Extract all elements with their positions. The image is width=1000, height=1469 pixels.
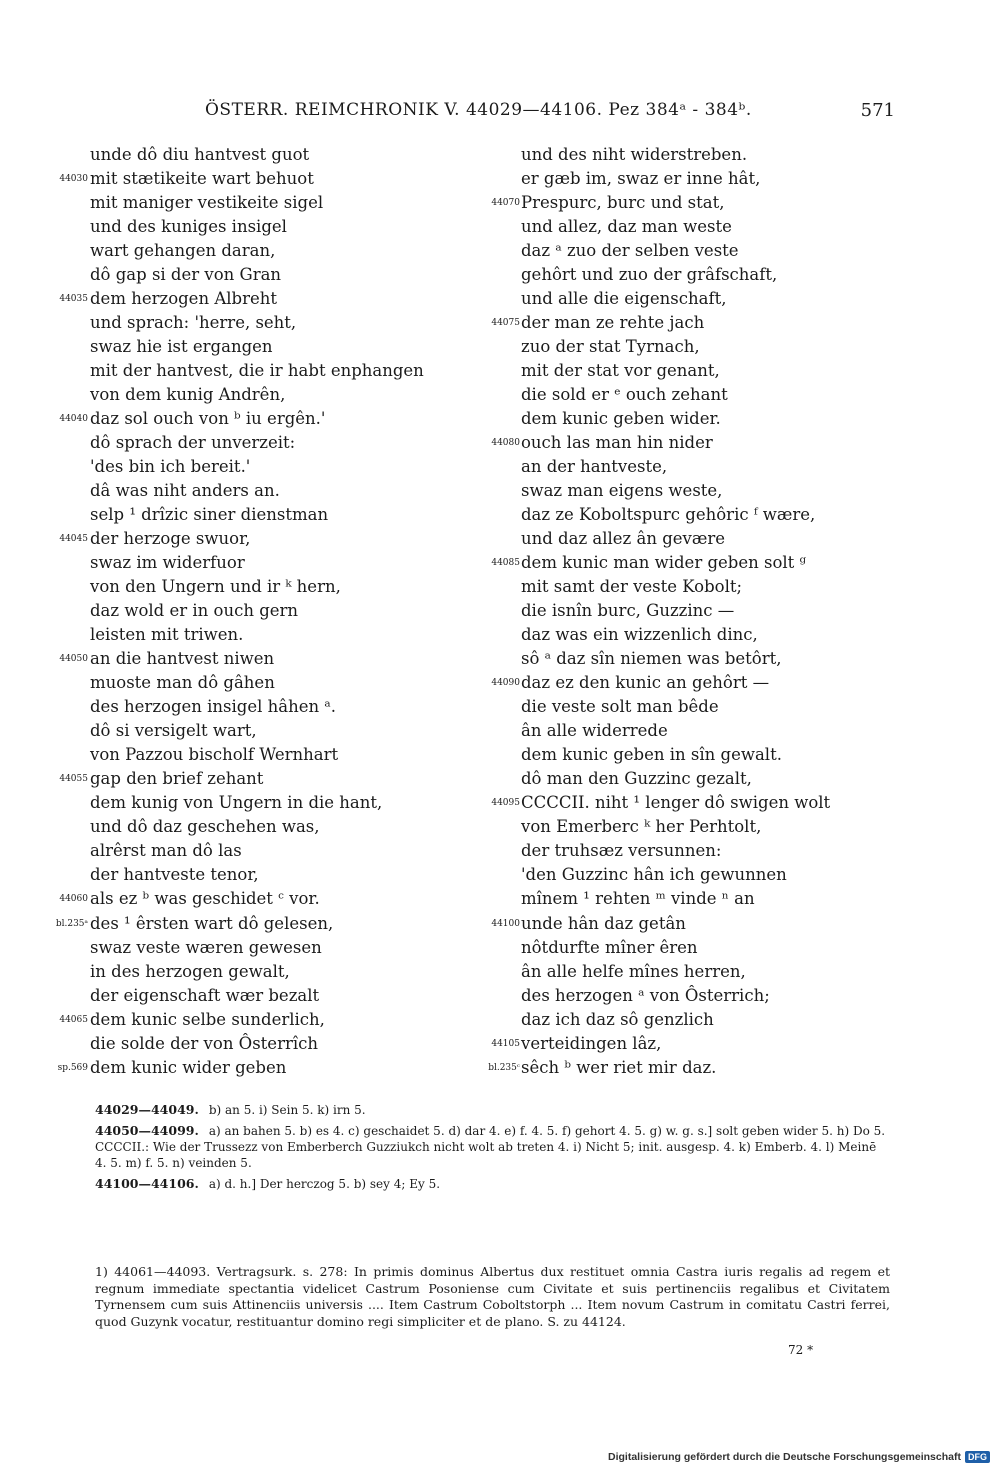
verse-text: daz ez den kunic an gehôrt — bbox=[521, 673, 770, 693]
right-verse-column bbox=[480, 143, 860, 1080]
verse-text: verteidingen lâz, bbox=[521, 1033, 662, 1053]
verse-text: unde dô diu hantvest guot bbox=[90, 145, 310, 164]
verse-line bbox=[480, 239, 860, 263]
apparatus-text: a) an bahen 5. b) es 4. c) geschaidet 5. d) dar 4. e) f. 4. 5. f) gehort 4. 5. g) w. g. s.] solt geben wider 5. h) Do 5. CCCCII.: Wie der Trussezz von Emberberch Guzziukch nicht wolt ab treten 4. i) Nicht 5; init. ausgesp. 4. k) Emberb. 4. l) Meinē 4. 5. m) f. 5. n) veinden 5. bbox=[95, 1124, 886, 1170]
verse-text: mit der stat vor genant, bbox=[521, 361, 720, 381]
verse-text: dô si versigelt wart, bbox=[90, 721, 257, 741]
verse-text: daz ᵃ zuo der selben veste bbox=[521, 241, 739, 261]
verse-text: Prespurc, burc und stat, bbox=[521, 193, 725, 213]
verse-line bbox=[480, 551, 860, 575]
verse-line bbox=[480, 503, 860, 527]
verse-text: an die hantvest niwen bbox=[90, 649, 275, 669]
line-number: 44095 bbox=[491, 798, 520, 809]
apparatus-text: a) d. h.] Der herczog 5. b) sey 4; Ey 5. bbox=[208, 1177, 441, 1191]
verse-text: die solde der von Ôsterrîch bbox=[90, 1033, 318, 1053]
verse-text: CCCCII. niht ¹ lenger dô swigen wolt bbox=[521, 793, 831, 813]
verse-line bbox=[30, 767, 470, 791]
verse-line bbox=[480, 575, 860, 599]
verse-line bbox=[480, 527, 860, 551]
line-number: sp.569 bbox=[57, 1062, 88, 1073]
verse-line bbox=[30, 143, 470, 167]
verse-line bbox=[30, 623, 470, 647]
verse-text: ouch las man hin nider bbox=[521, 433, 713, 453]
dfg-funding-text: Digitalisierung gefördert durch die Deutsche Forschungsgemeinschaft bbox=[608, 1451, 961, 1463]
apparatus-range: 44029—44049. bbox=[95, 1102, 199, 1117]
dfg-logo: DFG bbox=[965, 1451, 990, 1463]
verse-line bbox=[480, 743, 860, 767]
verse-line bbox=[30, 695, 470, 719]
verse-line bbox=[30, 671, 470, 695]
verse-text: dem kunig von Ungern in die hant, bbox=[90, 793, 383, 813]
verse-line bbox=[480, 1008, 860, 1032]
apparatus-range: 44100—44106. bbox=[95, 1176, 199, 1191]
verse-text: daz ze Koboltspurc gehôric ᶠ wære, bbox=[521, 505, 816, 525]
verse-line bbox=[480, 912, 860, 936]
verse-line bbox=[480, 455, 860, 479]
verse-text: nôtdurfte mîner êren bbox=[521, 937, 698, 957]
verse-line bbox=[30, 239, 470, 263]
verse-text: von Emerberc ᵏ her Perhtolt, bbox=[521, 817, 762, 837]
line-number: 44035 bbox=[59, 294, 88, 305]
verse-line bbox=[30, 887, 470, 911]
verse-line bbox=[480, 984, 860, 1008]
verse-line bbox=[480, 263, 860, 287]
verse-text: dô gap si der von Gran bbox=[90, 265, 282, 285]
verse-line bbox=[480, 839, 860, 863]
verse-text: dem kunic geben in sîn gewalt. bbox=[521, 745, 782, 765]
verse-text: des herzogen ᵃ von Ôsterrich; bbox=[521, 985, 770, 1005]
verse-text: leisten mit triwen. bbox=[90, 625, 244, 645]
verse-text: und daz allez ân gevære bbox=[521, 529, 726, 549]
verse-text: als ez ᵇ was geschidet ᶜ vor. bbox=[90, 889, 320, 909]
verse-line bbox=[480, 671, 860, 695]
verse-text: des herzogen insigel hâhen ᵃ. bbox=[90, 697, 336, 717]
verse-text: der hantveste tenor, bbox=[90, 865, 259, 885]
verse-line bbox=[30, 167, 470, 191]
apparatus-entry bbox=[95, 1102, 890, 1118]
verse-text: sêch ᵇ wer riet mir daz. bbox=[521, 1057, 717, 1077]
verse-text: dô sprach der unverzeit: bbox=[90, 433, 296, 453]
signature-mark: 72 * bbox=[788, 1343, 814, 1357]
verse-line bbox=[480, 215, 860, 239]
verse-line bbox=[480, 287, 860, 311]
verse-text: muoste man dô gâhen bbox=[90, 673, 275, 693]
verse-text: dem kunic selbe sunderlich, bbox=[90, 1009, 325, 1029]
verse-text: mit stætikeite wart behuot bbox=[90, 169, 314, 189]
line-number: 44085 bbox=[491, 558, 520, 569]
verse-text: swaz im widerfuor bbox=[90, 553, 245, 573]
verse-line bbox=[30, 960, 470, 984]
verse-text: der truhsæz versunnen: bbox=[521, 841, 722, 861]
verse-line bbox=[30, 407, 470, 431]
verse-text: und des niht widerstreben. bbox=[521, 145, 748, 164]
apparatus-entry bbox=[95, 1123, 890, 1171]
left-verse-column bbox=[30, 143, 470, 1080]
verse-text: mit maniger vestikeite sigel bbox=[90, 193, 324, 213]
verse-text: er gæb im, swaz er inne hât, bbox=[521, 169, 761, 189]
verse-line bbox=[30, 599, 470, 623]
line-number: 44105 bbox=[491, 1038, 520, 1049]
line-number: 44060 bbox=[59, 894, 88, 905]
verse-line bbox=[30, 1008, 470, 1032]
verse-text: dem kunic wider geben bbox=[90, 1057, 287, 1077]
verse-line bbox=[480, 863, 860, 887]
verse-line bbox=[30, 815, 470, 839]
verse-line bbox=[30, 791, 470, 815]
verse-line bbox=[480, 431, 860, 455]
verse-line bbox=[30, 311, 470, 335]
line-number: 44040 bbox=[59, 414, 88, 425]
critical-apparatus bbox=[95, 1102, 890, 1197]
verse-line bbox=[480, 335, 860, 359]
footnote: 1) 44061—44093. Vertragsurk. s. 278: In primis dominus Albertus dux restituet omnia Castra iuris regalis ad regem et regnum immediate spectantia videlicet Castrum Posoniense cum Civitate et suis pertinenciis regalibus et Civitatem Tyrnensem cum suis Attinenciis universis .... Item Castrum Coboltstorph ... Item novum Castrum in comitatu Castri ferrei, quod Guzynk vocatur, restituantur domino regi simpliciter et de plano. S. zu 44124. bbox=[95, 1264, 890, 1329]
verse-text: wart gehangen daran, bbox=[90, 241, 276, 261]
verse-line bbox=[480, 791, 860, 815]
dfg-footer bbox=[608, 1448, 990, 1466]
verse-text: gap den brief zehant bbox=[90, 769, 264, 789]
verse-line bbox=[480, 647, 860, 671]
line-number: 44080 bbox=[491, 438, 520, 449]
verse-line bbox=[480, 311, 860, 335]
verse-text: gehôrt und zuo der grâfschaft, bbox=[521, 265, 778, 285]
verse-text: von Pazzou bischolf Wernhart bbox=[90, 745, 339, 765]
verse-line bbox=[480, 887, 860, 911]
verse-text: der man ze rehte jach bbox=[521, 313, 705, 333]
verse-text: daz was ein wizzenlich dinc, bbox=[521, 625, 758, 645]
verse-text: und allez, daz man weste bbox=[521, 217, 732, 237]
verse-line bbox=[30, 503, 470, 527]
verse-line bbox=[480, 1032, 860, 1056]
verse-text: mînem ¹ rehten ᵐ vinde ⁿ an bbox=[521, 889, 755, 909]
verse-line bbox=[30, 912, 470, 936]
verse-line bbox=[30, 984, 470, 1008]
verse-line bbox=[30, 455, 470, 479]
verse-text: mit samt der veste Kobolt; bbox=[521, 577, 743, 597]
verse-text: alrêrst man dô las bbox=[90, 841, 242, 861]
verse-text: der eigenschaft wær bezalt bbox=[90, 985, 320, 1005]
verse-line bbox=[30, 215, 470, 239]
verse-line bbox=[480, 936, 860, 960]
verse-line bbox=[30, 527, 470, 551]
verse-text: dem herzogen Albreht bbox=[90, 289, 277, 309]
verse-text: und dô daz geschehen was, bbox=[90, 817, 320, 837]
verse-line bbox=[480, 359, 860, 383]
verse-text: unde hân daz getân bbox=[521, 913, 686, 933]
verse-text: dem kunic man wider geben solt ᵍ bbox=[521, 553, 807, 573]
apparatus-entry bbox=[95, 1176, 890, 1192]
verse-line bbox=[480, 383, 860, 407]
verse-line bbox=[30, 551, 470, 575]
verse-text: und alle die eigenschaft, bbox=[521, 289, 727, 309]
verse-text: 'des bin ich bereit.' bbox=[90, 457, 251, 477]
verse-line bbox=[480, 407, 860, 431]
line-number: 44055 bbox=[59, 774, 88, 785]
verse-line bbox=[30, 936, 470, 960]
verse-line bbox=[30, 383, 470, 407]
verse-line bbox=[480, 143, 860, 167]
verse-line bbox=[480, 815, 860, 839]
verse-text: selp ¹ drîzic siner dienstman bbox=[90, 505, 329, 525]
verse-line bbox=[30, 575, 470, 599]
verse-line bbox=[480, 719, 860, 743]
verse-text: in des herzogen gewalt, bbox=[90, 961, 290, 981]
verse-line bbox=[30, 263, 470, 287]
verse-text: die isnîn burc, Guzzinc — bbox=[521, 601, 735, 621]
verse-text: die veste solt man bêde bbox=[521, 697, 719, 717]
running-title: ÖSTERR. REIMCHRONIK V. 44029—44106. Pez 384ᵃ - 384ᵇ. bbox=[205, 100, 752, 120]
verse-text: die sold er ᵉ ouch zehant bbox=[521, 385, 728, 405]
verse-text: daz ich daz sô genzlich bbox=[521, 1009, 714, 1029]
verse-text: dâ was niht anders an. bbox=[90, 481, 280, 501]
line-number: 44070 bbox=[491, 198, 520, 209]
verse-text: 'den Guzzinc hân ich gewunnen bbox=[521, 865, 787, 885]
line-number: 44100 bbox=[491, 918, 520, 929]
verse-line bbox=[30, 719, 470, 743]
verse-text: daz wold er in ouch gern bbox=[90, 601, 299, 621]
line-number: 44045 bbox=[59, 534, 88, 545]
verse-text: dô man den Guzzinc gezalt, bbox=[521, 769, 752, 789]
verse-line bbox=[30, 335, 470, 359]
line-number: 44090 bbox=[491, 678, 520, 689]
verse-line bbox=[30, 359, 470, 383]
verse-text: swaz hie ist ergangen bbox=[90, 337, 273, 357]
line-number: 44050 bbox=[59, 654, 88, 665]
verse-text: zuo der stat Tyrnach, bbox=[521, 337, 700, 357]
verse-line bbox=[30, 1032, 470, 1056]
verse-text: swaz veste wæren gewesen bbox=[90, 937, 322, 957]
line-number: 44065 bbox=[59, 1014, 88, 1025]
verse-line bbox=[30, 1056, 470, 1080]
verse-text: und des kuniges insigel bbox=[90, 217, 287, 237]
line-number: bl.235ᶜ bbox=[488, 1062, 520, 1073]
verse-line bbox=[480, 695, 860, 719]
verse-line bbox=[480, 599, 860, 623]
verse-line bbox=[30, 743, 470, 767]
verse-line bbox=[30, 191, 470, 215]
verse-line bbox=[480, 1056, 860, 1080]
verse-text: swaz man eigens weste, bbox=[521, 481, 723, 501]
verse-line bbox=[30, 431, 470, 455]
verse-line bbox=[30, 287, 470, 311]
line-number: 44030 bbox=[59, 174, 88, 185]
apparatus-text: b) an 5. i) Sein 5. k) irn 5. bbox=[208, 1103, 366, 1117]
apparatus-range: 44050—44099. bbox=[95, 1123, 199, 1138]
verse-text: ân alle widerrede bbox=[521, 721, 668, 741]
verse-text: an der hantveste, bbox=[521, 457, 668, 477]
verse-text: dem kunic geben wider. bbox=[521, 409, 721, 429]
verse-line bbox=[480, 191, 860, 215]
verse-line bbox=[480, 167, 860, 191]
verse-line bbox=[30, 479, 470, 503]
verse-line bbox=[30, 863, 470, 887]
page-header bbox=[205, 100, 895, 128]
verse-text: sô ᵃ daz sîn niemen was betôrt, bbox=[521, 649, 782, 669]
page-number: 571 bbox=[860, 100, 895, 121]
line-number: bl.235ᵃ bbox=[55, 918, 88, 929]
verse-text: von dem kunig Andrên, bbox=[90, 385, 286, 405]
verse-text: ân alle helfe mînes herren, bbox=[521, 961, 746, 981]
verse-line bbox=[480, 479, 860, 503]
verse-line bbox=[480, 767, 860, 791]
line-number: 44075 bbox=[491, 318, 520, 329]
verse-text: des ¹ êrsten wart dô gelesen, bbox=[90, 913, 334, 933]
verse-line bbox=[480, 960, 860, 984]
verse-text: der herzoge swuor, bbox=[90, 529, 251, 549]
verse-text: daz sol ouch von ᵇ iu ergên.' bbox=[90, 409, 326, 429]
verse-line bbox=[30, 839, 470, 863]
verse-text: und sprach: 'herre, seht, bbox=[90, 313, 297, 333]
verse-text: von den Ungern und ir ᵏ hern, bbox=[90, 577, 341, 597]
verse-text: mit der hantvest, die ir habt enphangen bbox=[90, 361, 424, 381]
verse-line bbox=[30, 647, 470, 671]
verse-line bbox=[480, 623, 860, 647]
